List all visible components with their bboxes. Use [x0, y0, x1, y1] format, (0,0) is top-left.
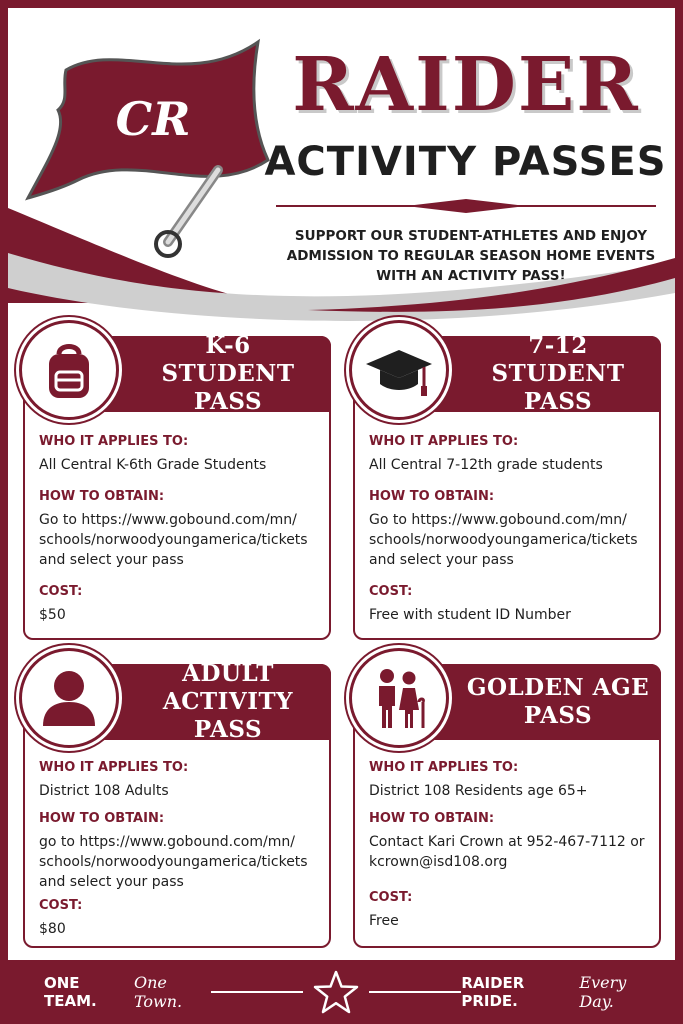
card-title-line2: ACTIVITY PASS — [162, 688, 294, 743]
seniors-icon — [367, 666, 431, 730]
applies-value: District 108 Residents age 65+ — [369, 783, 588, 799]
cost-value: Free with student ID Number — [369, 607, 571, 623]
card-body — [369, 760, 649, 945]
footer-left-italic: One Town. — [133, 973, 183, 1011]
obtain-value: Go to https://www.gobound.com/mn/ schools/norwoodyoungamerica/tickets and select your pass — [369, 512, 638, 568]
obtain-label: HOW TO OBTAIN: — [39, 811, 165, 826]
footer-left-bold: ONE TEAM. — [44, 974, 97, 1010]
card-body — [39, 434, 319, 639]
cost-value: $50 — [39, 607, 66, 623]
card-badge — [19, 648, 119, 748]
star-icon — [313, 970, 359, 1014]
person-icon — [39, 668, 99, 728]
applies-value: District 108 Adults — [39, 783, 169, 799]
card-header — [415, 664, 661, 740]
obtain-value: go to https://www.gobound.com/mn/ schools/norwoodyoungamerica/tickets and select your pass — [39, 834, 308, 890]
footer-right-italic: Every Day. — [579, 973, 627, 1011]
decorative-swoosh — [8, 198, 675, 348]
footer-left — [44, 973, 211, 1011]
cost-value: $80 — [39, 921, 66, 937]
cost-label: COST: — [369, 584, 413, 599]
pass-card-golden-age — [353, 664, 661, 948]
applies-label: WHO IT APPLIES TO: — [39, 760, 189, 775]
applies-label: WHO IT APPLIES TO: — [39, 434, 189, 449]
poster — [8, 8, 675, 960]
footer-right-bold: RAIDER PRIDE. — [461, 974, 525, 1010]
obtain-label: HOW TO OBTAIN: — [39, 489, 165, 504]
footer — [0, 960, 683, 1024]
applies-value: All Central 7-12th grade students — [369, 457, 603, 473]
card-title-line2: STUDENT PASS — [161, 360, 295, 415]
backpack-icon — [41, 340, 97, 400]
graduation-cap-icon — [364, 342, 434, 398]
card-header — [85, 332, 331, 415]
card-header — [85, 660, 331, 743]
intro-text: SUPPORT OUR STUDENT-ATHLETES AND ENJOY ADMISSION TO REGULAR SEASON HOME EVENTS WITH AN ACTIVITY PASS! — [286, 228, 656, 284]
pass-card-7-12 — [353, 332, 661, 640]
cost-label: COST: — [39, 584, 83, 599]
card-body — [369, 434, 649, 639]
page-title: RAIDER — [292, 42, 640, 128]
page-subtitle: ACTIVITY PASSES — [264, 139, 667, 185]
footer-divider — [211, 991, 303, 993]
obtain-value: Go to https://www.gobound.com/mn/ schools/norwoodyoungamerica/tickets and select your pass — [39, 512, 308, 568]
cost-label: COST: — [369, 890, 413, 905]
card-title-line1: ADULT — [182, 660, 274, 687]
card-title-line2: PASS — [523, 702, 593, 729]
logo-monogram: CR — [115, 92, 191, 146]
obtain-label: HOW TO OBTAIN: — [369, 811, 495, 826]
applies-label: WHO IT APPLIES TO: — [369, 434, 519, 449]
card-title-line2: STUDENT PASS — [491, 360, 625, 415]
applies-label: WHO IT APPLIES TO: — [369, 760, 519, 775]
card-badge — [349, 648, 449, 748]
card-title-line1: K-6 — [205, 332, 251, 359]
card-badge — [349, 320, 449, 420]
footer-right — [461, 973, 657, 1011]
footer-center — [211, 970, 461, 1014]
card-badge — [19, 320, 119, 420]
applies-value: All Central K-6th Grade Students — [39, 457, 267, 473]
card-body — [39, 760, 319, 953]
pass-card-adult — [23, 660, 331, 948]
obtain-value: Contact Kari Crown at 952-467-7112 or kcrown@isd108.org — [369, 834, 645, 870]
cost-label: COST: — [39, 898, 83, 913]
obtain-label: HOW TO OBTAIN: — [369, 489, 495, 504]
pass-card-k6 — [23, 332, 331, 640]
card-title-line1: GOLDEN AGE — [466, 674, 650, 701]
cost-value: Free — [369, 913, 399, 929]
card-title-line1: 7-12 — [528, 332, 588, 359]
footer-divider — [369, 991, 461, 993]
card-header — [415, 332, 661, 415]
